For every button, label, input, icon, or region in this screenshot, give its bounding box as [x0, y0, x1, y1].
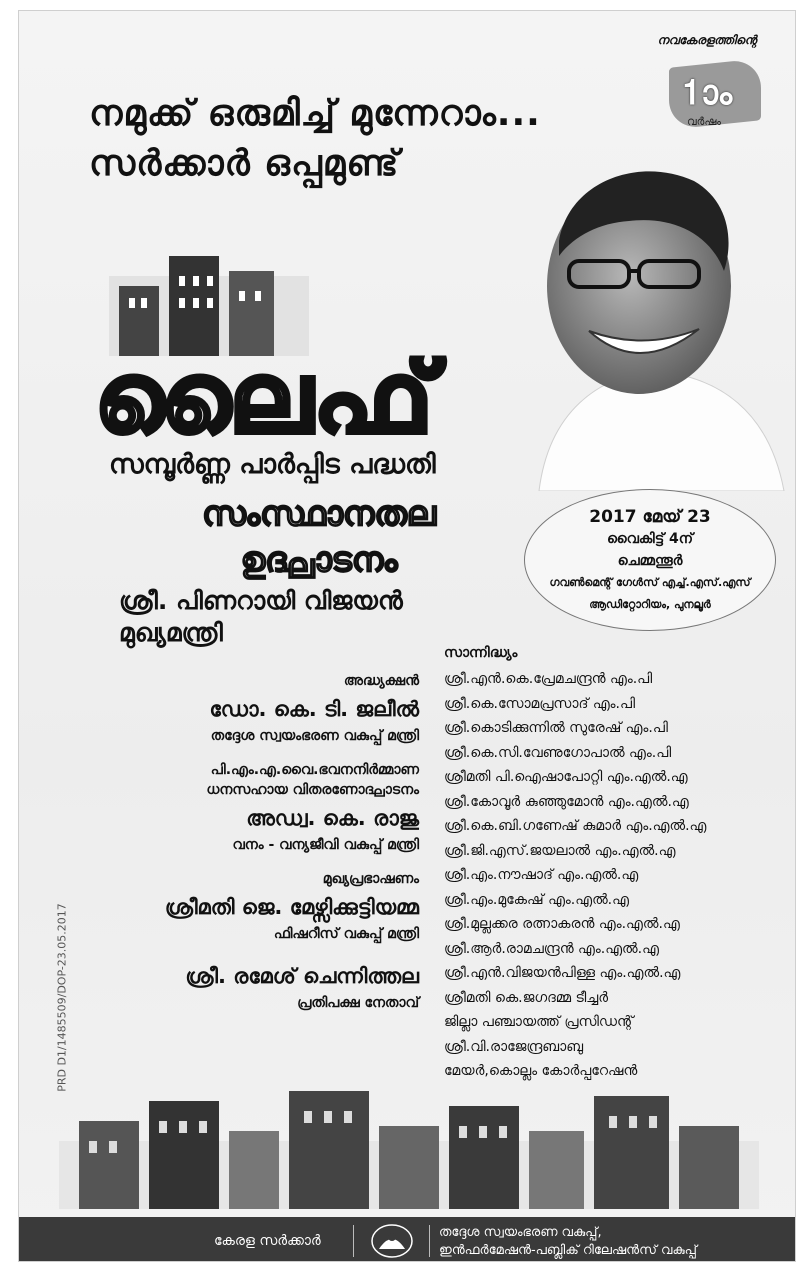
- list-item: ശ്രീ.കെ.ബി.ഗണേഷ് കുമാർ എം.എൽ.എ: [444, 818, 707, 834]
- speech-desc: ഫിഷറീസ് വകുപ്പ് മന്ത്രി: [273, 926, 419, 942]
- list-item: ശ്രീ.എം.നൗഷാദ് എം.എൽ.എ: [444, 867, 639, 883]
- department-line2: ഇൻഫർമേഷൻ-പബ്ലിക് റിലേഷൻസ് വകുപ്പ്: [439, 1243, 697, 1258]
- event-line1: സംസ്ഥാനതല: [202, 494, 436, 534]
- kerala-emblem-icon: [369, 1223, 415, 1259]
- speech-label: മുഖ്യപ്രഭാഷണം: [322, 871, 419, 887]
- department-names: [439, 1224, 697, 1260]
- headline-line2: സർക്കാർ ഒപ്പമുണ്ട്: [89, 143, 400, 184]
- presider-name: ഡോ. കെ. ടി. ജലീൽ: [209, 697, 419, 721]
- event-date: 2017 മേയ് 23: [589, 507, 711, 527]
- list-item: ശ്രീ.കെ.സോമപ്രസാദ് എം.പി: [444, 695, 635, 712]
- presider-label: അദ്ധ്യക്ഷൻ: [343, 673, 419, 689]
- list-item: ശ്രീ.കൊടിക്കുന്നിൽ സുരേഷ് എം.പി: [444, 720, 668, 736]
- distribution-desc: വനം - വന്യജീവി വകുപ്പ് മന്ത്രി: [232, 837, 419, 853]
- inaugurator-name: ശ്രീ. പിണറായി വിജയൻ: [119, 586, 403, 615]
- badge-number: 1ാം: [681, 73, 733, 113]
- list-item: ജില്ലാ പഞ്ചായത്ത് പ്രസിഡന്റ്: [444, 1014, 634, 1030]
- life-mission-logo: ലൈഫ്: [95, 342, 435, 454]
- distribution-name: അഡ്വ. കെ. രാജു: [246, 806, 419, 830]
- presence-list: [444, 645, 774, 1084]
- opposition-leader-name: ശ്രീ. രമേശ് ചെന്നിത്തല: [185, 964, 419, 988]
- list-item: ശ്രീമതി പി.ഐഷാപോറ്റി എം.എൽ.എ: [444, 769, 688, 785]
- list-item: ശ്രീ.മുല്ലക്കര രത്നാകരൻ എം.എൽ.എ: [444, 916, 680, 932]
- event-venue1: ഗവൺമെന്റ് ഗേൾസ് എച്ച്.എസ്.എസ്: [549, 576, 751, 589]
- inaugurator: [119, 585, 403, 649]
- advertisement: [18, 10, 796, 1262]
- buildings-illustration: [109, 236, 309, 356]
- list-item: ശ്രീ.എം.മുകേഷ് എം.എൽ.എ: [444, 891, 629, 908]
- event-line2: ഉദ്ഘാടനം: [240, 540, 398, 580]
- distribution-label2: ധനസഹായ വിതരണോദ്ഘാടനം: [206, 782, 419, 798]
- headline-line1: നമുക്ക് ഒരുമിച്ച് മുന്നേറാം...: [89, 93, 541, 134]
- headline: [89, 89, 541, 189]
- list-item: ശ്രീ.വി.രാജേന്ദ്രബാബു: [444, 1038, 584, 1055]
- speech-name: ശ്രീമതി ജെ. മേഴ്സിക്കുട്ടിയമ്മ: [164, 895, 419, 919]
- list-item: ശ്രീ.എൻ.കെ.പ്രേമചന്ദ്രൻ എം.പി: [444, 671, 653, 687]
- event-title: [169, 491, 469, 583]
- list-item: ശ്രീമതി കെ.ജഗദമ്മ ടീച്ചർ: [444, 989, 609, 1006]
- list-item: ശ്രീ.ജി.എസ്.ജയലാൽ എം.എൽ.എ: [444, 842, 676, 859]
- list-item: മേയർ,കൊല്ലം കോർപ്പറേഷൻ: [444, 1063, 638, 1079]
- scheme-title: സമ്പൂർണ്ണ പാർപ്പിട പദ്ധതി: [109, 449, 436, 480]
- list-item: ശ്രീ.എൻ.വിജയൻപിള്ള എം.എൽ.എ: [444, 965, 681, 981]
- chief-minister-portrait: [519, 161, 789, 491]
- inaugurator-role: മുഖ്യമന്ത്രി: [119, 618, 223, 647]
- opposition-leader-desc: പ്രതിപക്ഷ നേതാവ്: [297, 995, 419, 1011]
- release-code: PRD D1/1485509/DOP-23.05.2017: [55, 903, 69, 1092]
- distribution-label1: പി.എം.എ.വൈ.ഭവനനിർമ്മാണ: [210, 762, 419, 778]
- presence-title: സാന്നിദ്ധ്യം: [444, 645, 518, 661]
- list-item: ശ്രീ.ആർ.രാമചന്ദ്രൻ എം.എൽ.എ: [444, 940, 659, 957]
- list-item: ശ്രീ.കെ.സി.വേണുഗോപാൽ എം.പി: [444, 744, 672, 761]
- dignitaries-block: [49, 669, 419, 1011]
- department-line1: തദ്ദേശ സ്വയംഭരണ വകുപ്പ്,: [439, 1225, 602, 1240]
- event-venue2: ആഡിറ്റോറിയം, പുനലൂർ: [589, 598, 711, 611]
- footer-bar: [19, 1217, 795, 1262]
- date-venue-box: [524, 489, 776, 631]
- event-time: വൈകിട്ട് 4ന്: [606, 531, 694, 547]
- list-item: ശ്രീ.കോവൂർ കുഞ്ഞുമോൻ എം.എൽ.എ: [444, 793, 689, 810]
- event-place: ചെമ്മന്തൂർ: [617, 553, 683, 569]
- government-name: കേരള സർക്കാർ: [214, 1233, 321, 1249]
- presider-desc: തദ്ദേശ സ്വയംഭരണ വകുപ്പ് മന്ത്രി: [210, 728, 419, 744]
- anniversary-badge: [647, 33, 767, 143]
- badge-sub: വർഷം: [687, 115, 722, 128]
- badge-caption: നവകേരളത്തിന്റെ: [657, 33, 757, 47]
- cityscape-illustration: [59, 1081, 759, 1209]
